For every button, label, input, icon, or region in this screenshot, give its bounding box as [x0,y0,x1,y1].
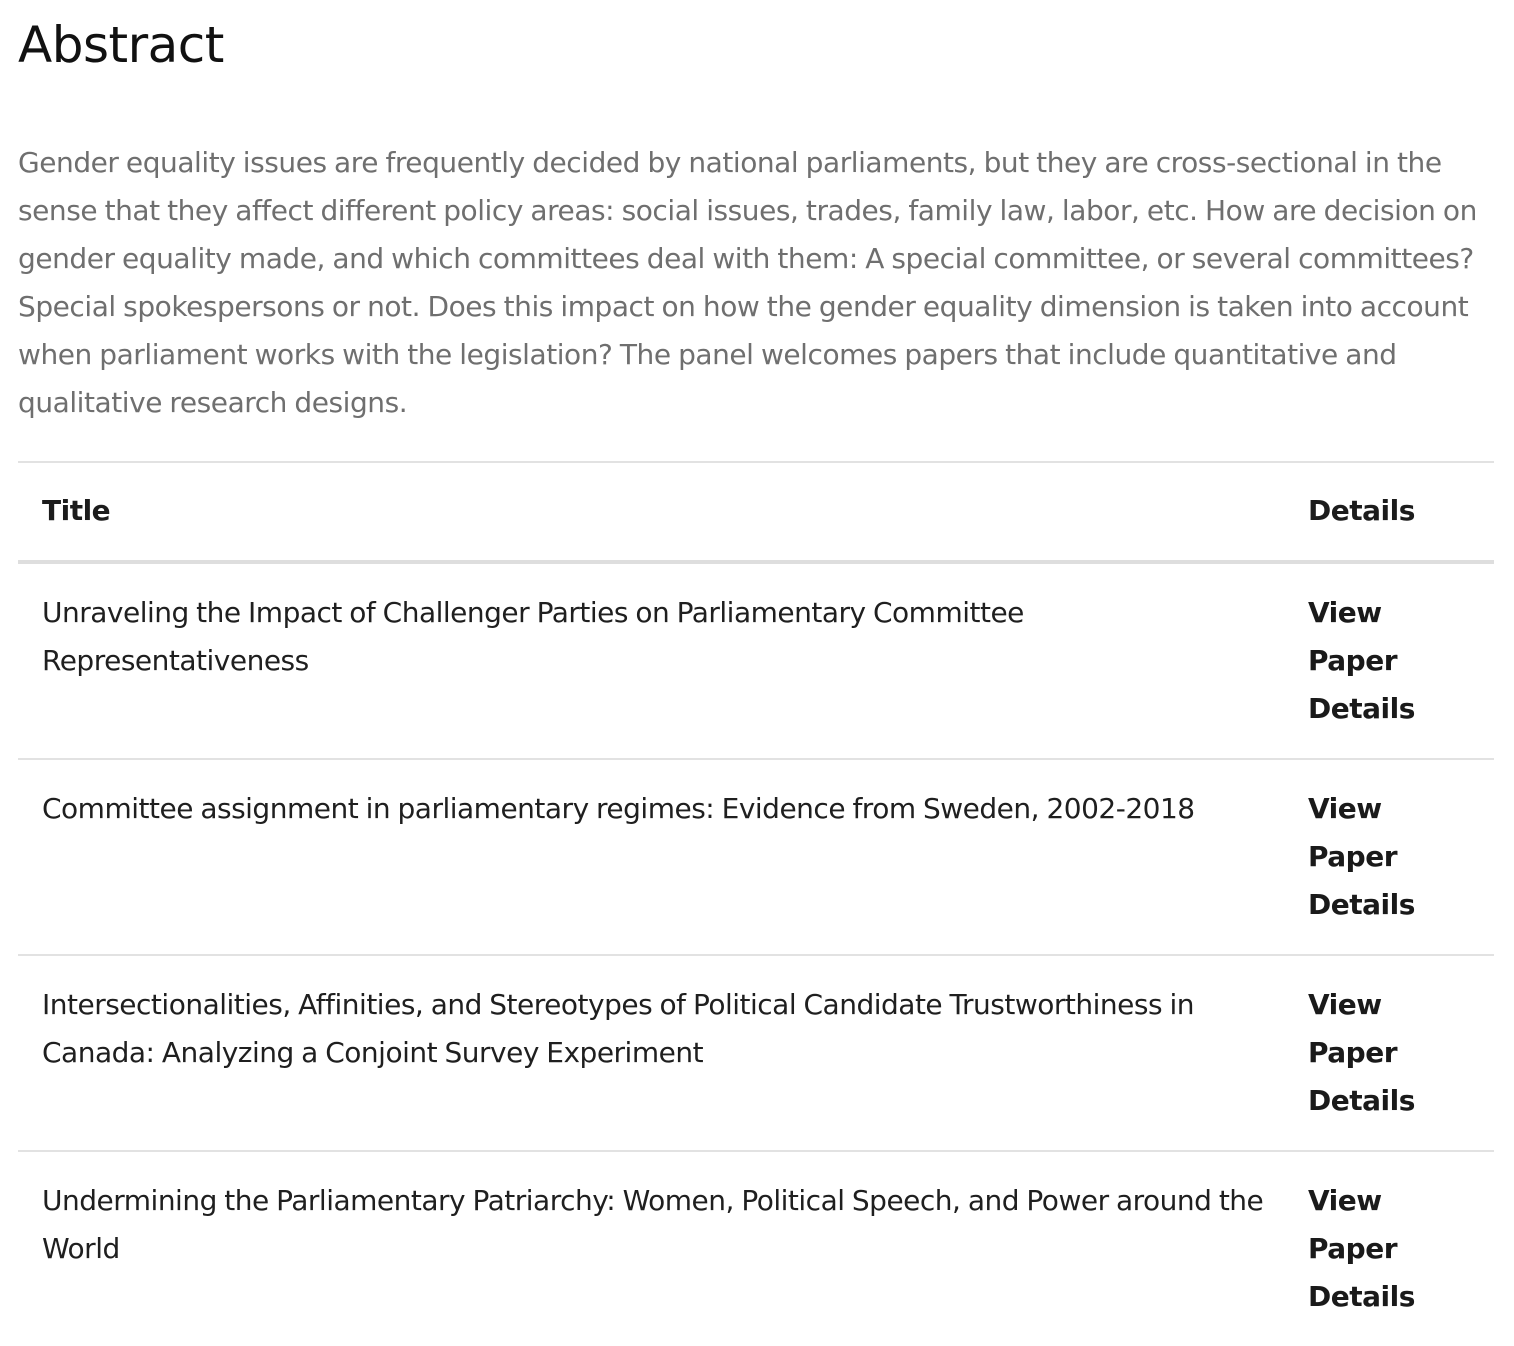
table-header-row [18,462,1494,562]
column-header-title: Title [18,462,1308,562]
view-paper-details-link[interactable]: View Paper Details [1308,792,1415,921]
paper-title: Intersectionalities, Affinities, and Stereotypes of Political Candidate Trustworthiness in Canada: Analyzing a Conjoint Survey Experiment [18,955,1308,1151]
view-paper-details-link[interactable]: View Paper Details [1308,988,1415,1117]
details-cell [1308,955,1494,1151]
view-paper-details-link[interactable]: View Paper Details [1308,596,1415,725]
paper-title: Undermining the Parliamentary Patriarchy: Women, Political Speech, and Power around the World [42,1184,1264,1265]
papers-table [18,461,1494,1346]
abstract-section [18,0,1494,1346]
table-row [18,562,1494,759]
column-header-details: Details [1308,462,1494,562]
details-cell [1308,1151,1494,1346]
table-row [18,759,1494,955]
paper-title: Unraveling the Impact of Challenger Parties on Parliamentary Committee Representativeness [18,562,1308,759]
paper-title: Committee assignment in parliamentary regimes: Evidence from Sweden, 2002-2018 [18,759,1308,955]
details-cell [1308,562,1494,759]
view-paper-details-link[interactable]: View Paper Details [1308,1184,1415,1313]
table-row [18,1151,1494,1346]
details-cell [1308,759,1494,955]
table-row [18,955,1494,1151]
page-title: Abstract [18,16,224,74]
abstract-text: Gender equality issues are frequently decided by national parliaments, but they are cross-sectional in the sense that they affect different policy areas: social issues, trades, family law, labor, etc. How are decision on gender equality made, and which committees deal with them: A special committee, or several committees? Special spokespersons or not. Does this impact on how the gender equality dimension is taken into account when parliament works with the legislation? The panel welcomes papers that include quantitative and qualitative research designs. [18,146,1477,419]
